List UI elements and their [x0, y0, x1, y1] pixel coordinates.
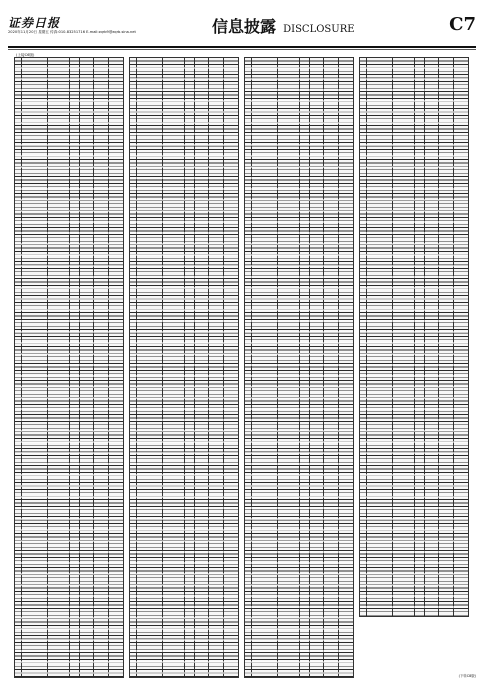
continuation-label: (上接C6版) [16, 53, 35, 57]
date-contact-line: 2020年11月20日 星期五 传真:010-83251716 E-mail:zqrb9@zqrb.sina.net [8, 30, 136, 34]
page-number: C7 [449, 14, 476, 35]
section-title [212, 14, 355, 37]
table-column-block-4 [359, 57, 469, 617]
section-title-cn: 信息披露 [212, 17, 277, 36]
section-title-en: DISCLOSURE [283, 24, 355, 35]
header-rule-thin [8, 49, 476, 50]
continuation-note: (下转C8版) [458, 674, 476, 678]
table-column-block-3 [244, 57, 354, 678]
header-rule-thick [8, 46, 476, 48]
table-column-block-2 [129, 57, 239, 678]
newspaper-logo: 证券日报 [8, 16, 61, 30]
table-column-block-1 [14, 57, 124, 678]
disclosure-table-area [14, 52, 470, 678]
masthead [8, 14, 476, 46]
